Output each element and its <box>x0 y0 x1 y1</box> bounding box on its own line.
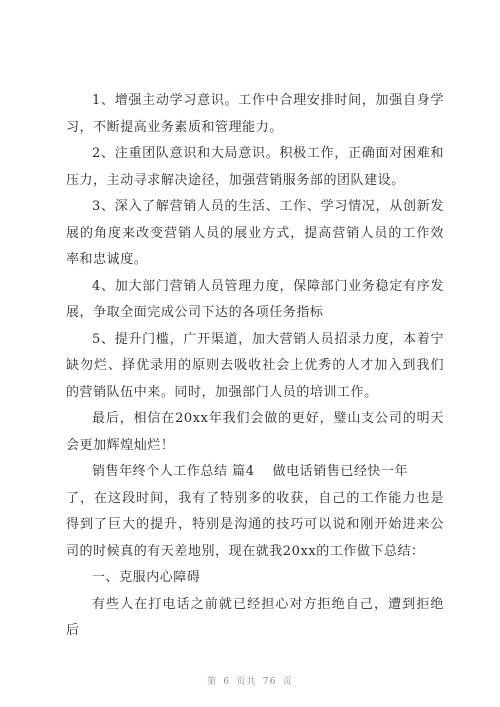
page-footer <box>0 674 500 687</box>
section-lead-text: 做电话销售已经快一年 <box>272 464 409 479</box>
paragraph-conclusion: 最后，相信在20xx年我们会做的更好，璧山支公司的明天会更加辉煌灿烂！ <box>66 411 444 453</box>
paragraph-2: 2、注重团队意识和大局意识。积极工作，正确面对困难和压力，主动寻求解决途径，加强营销服务部的团队建设。 <box>66 146 444 188</box>
footer-middle: 页共 <box>236 677 257 687</box>
paragraph-5: 5、提升门槛，广开渠道，加大营销人员招录力度，本着宁缺勿烂、择优录用的原则去吸收社会上优秀的人才加入到我们的营销队伍中来。同时，加强部门人员的培训工作。 <box>66 331 444 400</box>
footer-prefix: 第 <box>207 677 218 687</box>
subheading: 一、克服内心障碍 <box>92 570 201 585</box>
document-body <box>66 88 444 645</box>
footer-page-number: 6 <box>223 677 231 687</box>
paragraph-1: 1、增强主动学习意识。工作中合理安排时间，加强自身学习，不断提高业务素质和管理能力。 <box>66 93 444 135</box>
paragraph-4: 4、加大部门营销人员管理力度，保障部门业务稳定有序发展，争取全面完成公司下达的各项任务指标 <box>66 278 444 320</box>
section-title-line <box>66 459 444 486</box>
paragraph-3: 3、深入了解营销人员的生活、工作、学习情况，从创新发展的角度来改变营销人员的展业方式，提高营销人员的工作效率和忠诚度。 <box>66 199 444 267</box>
paragraph-last: 有些人在打电话之前就已经担心对方拒绝自己，遭到拒绝后 <box>66 596 444 638</box>
footer-suffix: 页 <box>282 677 293 687</box>
section-title: 销售年终个人工作总结 篇4 <box>92 464 255 479</box>
paragraph-continuation: 了，在这段时间，我有了特别多的收获，自己的工作能力也是得到了巨大的提升，特别是沟通的技巧可以说和刚开始进来公司的时候真的有天差地别，现在就我20xx的工作做下总结： <box>66 490 444 559</box>
footer-total-pages: 76 <box>262 677 277 687</box>
